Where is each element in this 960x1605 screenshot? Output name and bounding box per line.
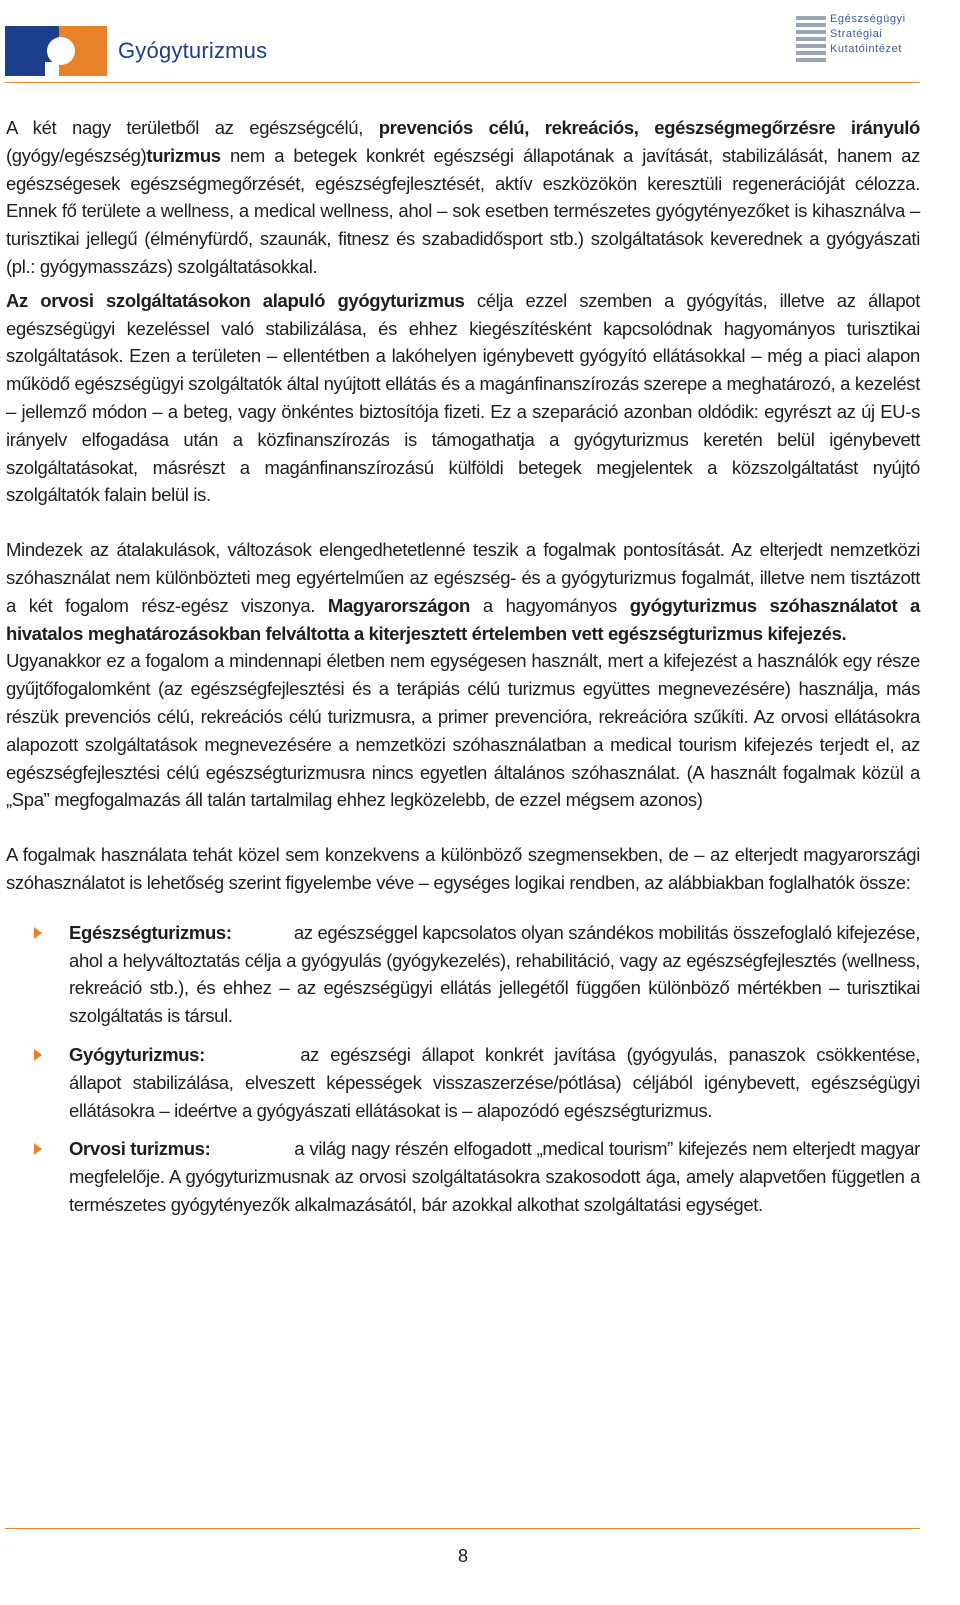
paragraph-terms: Mindezek az átalakulások, változások elengedhetetlenné teszik a fogalmak pontosítását. Az elterjedt nemzetközi szóhasználat nem különbözteti meg egyértelműen az egészség- és a gyógyturizmus fogalmát, illetve nem tisztázott a két fogalom rész-egész viszonya. Magyarországon a hagyományos gyógyturizmus szóhasználatot a hivatalos meghatározásokban felváltotta a kiterjesztett értelemben vett egészségturizmus kifejezés. bbox=[6, 539, 920, 644]
gyogyturizmus-logo-icon bbox=[5, 26, 107, 76]
brand-title: Gyógyturizmus bbox=[118, 38, 268, 63]
definition-item: Orvosi turizmus: a világ nagy részén elfogadott „medical tourism” kifejezés nem elterjedt magyar megfelelője. A gyógyturizmusnak az orvosi szolgáltatásokra szakosodott ága, amely alapvetően független a természetes gyógytényezők alkalmazásától, bár azokkal alkothat szolgáltatási egységet. bbox=[6, 1135, 920, 1218]
page-number: 8 bbox=[457, 1546, 468, 1566]
bullet-arrow-icon bbox=[34, 1049, 42, 1061]
definition-item: Gyógyturizmus: az egészségi állapot konkrét javítása (gyógyulás, panaszok csökkentése, állapot stabilizálása, elveszett képességek visszaszerzése/pótlása) céljából igénybevett, egészségügyi ellátásokra – ideértve a gyógyászati ellátásokat is – alapozódó egészségturizmus. bbox=[6, 1041, 920, 1124]
paragraph-wellness: A két nagy területből az egészségcélú, prevenciós célú, rekreációs, egészségmegőrzésre irányuló (gyógy/egészség)turizmus nem a betegek konkrét egészségi állapotának a javítását, stabilizálását, hanem az egészségesek egészségmegőrzését, egészségfejlesztését, aktív eszközökön keresztüli regenerációját célozza. Ennek fő területe a wellness, a medical wellness, ahol – sok esetben természetes gyógytényezőket is kihasználva – turisztikai jellegű (élményfürdő, szaunák, fitnesz és szabadidősport stb.) szolgáltatások keverednek a gyógyászati (pl.: gyógymasszázs) szolgáltatásokkal. bbox=[6, 117, 921, 277]
paragraph-usage: Ugyanakkor ez a fogalom a mindennapi életben nem egységesen használt, mert a kifejezést a használók egy része gyűjtőfogalomként (az egészségfejlesztési és a terápiás célú turizmus együttes megnevezésére) használja, más részük prevenciós célú, rekreációs célú turizmusra, a primer prevencióra, rekreációra szűkíti. Az orvosi ellátásokra alapozott szolgáltatások megnevezésére a nemzetközi szóhasználatban a medical tourism kifejezés terjedt el, az egészségfejlesztési célú egészségturizmusra nincs egyetlen általános szóhasználat. (A használt fogalmak közül a „Spa” megfogalmazás áll talán tartalmilag ehhez legközelebb, de ezzel mégsem azonos) bbox=[6, 650, 920, 811]
institute-logo-icon bbox=[796, 16, 826, 66]
footer-divider bbox=[5, 1528, 920, 1529]
document-body bbox=[6, 114, 920, 1230]
definition-item: Egészségturizmus: az egészséggel kapcsolatos olyan szándékos mobilitás összefoglaló kifejezése, ahol a helyváltoztatás célja a gyógyulás (gyógykezelés), rehabilitáció, vagy az egészségfejlesztés (wellness, rekreáció stb.), és ehhez – az egészségügyi ellátás jellegétől függően különböző mértékben – turisztikai szolgáltatás is társul. bbox=[6, 919, 920, 1030]
paragraph-summary: A fogalmak használata tehát közel sem konzekvens a különböző szegmensekben, de – az elterjedt magyarországi szóhasználatot is lehetőség szerint figyelembe véve – egységes logikai rendben, az alábbiakban foglalhatók össze: bbox=[6, 844, 920, 893]
header-divider bbox=[5, 82, 920, 83]
institute-name: Egészségügyi Stratégiai Kutatóintézet bbox=[830, 13, 906, 55]
bullet-arrow-icon bbox=[34, 927, 42, 939]
page-header bbox=[0, 0, 960, 86]
paragraph-medical: Az orvosi szolgáltatásokon alapuló gyógyturizmus célja ezzel szemben a gyógyítás, illetve az állapot egészségügyi kezeléssel való stabilizálása, és ehhez kiegészítésként kapcsolódnak hagyományos turisztikai szolgáltatások. Ezen a területen – ellentétben a lakóhelyen igénybevett gyógyító ellátásokkal – még a piaci alapon működő egészségügyi szolgáltatók által nyújtott ellátás és a magánfinanszírozás szerepe a meghatározó, a kezelést – jellemző módon – a beteg, vagy önkéntes biztosítója fizeti. Ez a szeparáció azonban oldódik: egyrészt az új EU-s irányelv elfogadása után a közfinanszírozás is támogathatja a gyógyturizmus keretén belül igénybevett szolgáltatásokat, másrészt a magánfinanszírozású külföldi betegek megjelentek a közszolgáltatást nyújtó szolgáltatók falain belül is. bbox=[6, 289, 921, 506]
bullet-arrow-icon bbox=[34, 1143, 42, 1155]
definition-list bbox=[6, 919, 920, 1219]
